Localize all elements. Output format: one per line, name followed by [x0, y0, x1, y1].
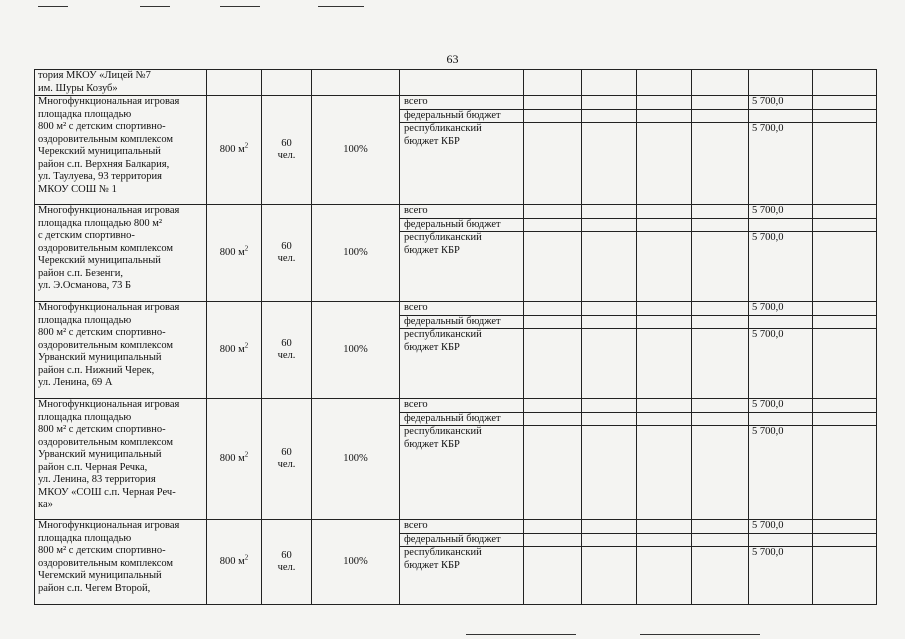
table-cell — [692, 96, 749, 110]
table-cell — [582, 218, 637, 232]
fund-source-cell: федеральный бюджет — [400, 218, 524, 232]
fund-source-cell: всего — [400, 520, 524, 534]
table-cell — [582, 205, 637, 219]
table-cell — [582, 123, 637, 205]
area-value: 800 м — [219, 452, 245, 464]
percent-cell: 100% — [312, 205, 400, 302]
table-cell — [524, 232, 582, 302]
table-cell — [692, 315, 749, 329]
table-cell — [813, 520, 877, 534]
table-cell — [637, 315, 692, 329]
scan-mark — [220, 6, 260, 7]
area-unit-exponent: 2 — [244, 341, 249, 350]
table-cell — [813, 315, 877, 329]
amount-cell: 5 700,0 — [749, 302, 813, 316]
table-cell — [582, 302, 637, 316]
table-cell — [524, 96, 582, 110]
table-cell — [637, 205, 692, 219]
table-cell — [813, 232, 877, 302]
table-cell — [637, 329, 692, 399]
percent-cell: 100% — [312, 399, 400, 520]
table-cell — [692, 426, 749, 520]
table-cell — [813, 70, 877, 96]
description-cell: Многофункциональная игровая площадка площадью 800 м² с детским спортивно- оздоровительным комплексом Урванский муниципальный район с.п. Нижний Черек, ул. Ленина, 69 А — [35, 302, 207, 399]
fund-source-cell: республиканский бюджет КБР — [400, 426, 524, 520]
table-cell — [692, 70, 749, 96]
table-cell — [582, 399, 637, 413]
description-cell: Многофункциональная игровая площадка площадью 800 м² с детским спортивно- оздоровительным комплексом Урванский муниципальный район с.п. Черная Речка, ул. Ленина, 83 территория МКОУ «СОШ с.п. Черная Реч- ка» — [35, 399, 207, 520]
table-cell — [813, 426, 877, 520]
table-cell — [312, 70, 400, 96]
table-cell — [582, 329, 637, 399]
table-cell — [582, 547, 637, 605]
capacity-cell: 60 чел. — [262, 520, 312, 605]
table-cell — [637, 399, 692, 413]
scan-mark — [318, 6, 364, 7]
capacity-cell: 60 чел. — [262, 205, 312, 302]
table-cell — [749, 70, 813, 96]
table-cell — [637, 412, 692, 426]
area-value: 800 м — [219, 143, 245, 155]
table-cell — [637, 533, 692, 547]
area-value: 800 м — [219, 246, 245, 258]
table-cell — [813, 123, 877, 205]
fund-source-cell: всего — [400, 399, 524, 413]
table-cell — [524, 412, 582, 426]
table-cell — [692, 109, 749, 123]
fund-source-cell: федеральный бюджет — [400, 533, 524, 547]
table-cell — [692, 123, 749, 205]
table-row-continuation — [35, 70, 877, 96]
table-cell — [582, 533, 637, 547]
table-cell — [813, 218, 877, 232]
table-cell — [692, 533, 749, 547]
fund-source-cell: республиканский бюджет КБР — [400, 232, 524, 302]
table-row — [35, 96, 877, 110]
table-row — [35, 399, 877, 413]
table-cell — [637, 520, 692, 534]
table-cell — [692, 302, 749, 316]
table-cell — [524, 109, 582, 123]
table-cell — [813, 547, 877, 605]
table-cell — [637, 70, 692, 96]
amount-cell: 5 700,0 — [749, 123, 813, 205]
table-cell — [524, 533, 582, 547]
fund-source-cell: республиканский бюджет КБР — [400, 329, 524, 399]
table-cell — [637, 302, 692, 316]
area-cell — [207, 520, 262, 605]
table-cell — [692, 205, 749, 219]
amount-cell: 5 700,0 — [749, 329, 813, 399]
capacity-cell: 60 чел. — [262, 399, 312, 520]
table-cell — [524, 547, 582, 605]
fund-source-cell: всего — [400, 302, 524, 316]
amount-cell: 5 700,0 — [749, 426, 813, 520]
table-cell — [637, 232, 692, 302]
table-cell — [524, 302, 582, 316]
area-unit-exponent: 2 — [244, 450, 249, 459]
table-cell — [582, 96, 637, 110]
fund-source-cell: всего — [400, 96, 524, 110]
table-cell — [813, 533, 877, 547]
table-cell — [637, 96, 692, 110]
table-cell — [813, 399, 877, 413]
area-unit-exponent: 2 — [244, 244, 249, 253]
table-cell — [582, 315, 637, 329]
scan-mark — [140, 6, 170, 7]
scan-mark — [38, 6, 68, 7]
table-cell — [207, 70, 262, 96]
table-cell — [262, 70, 312, 96]
table-cell — [637, 218, 692, 232]
table-cell — [637, 123, 692, 205]
percent-cell: 100% — [312, 302, 400, 399]
capacity-cell: 60 чел. — [262, 302, 312, 399]
scan-mark — [466, 634, 576, 635]
description-cell: тория МКОУ «Лицей №7 им. Шуры Козуб» — [35, 70, 207, 96]
table-cell — [813, 329, 877, 399]
area-cell — [207, 399, 262, 520]
description-cell: Многофункциональная игровая площадка площадью 800 м² с детским спортивно- оздоровительным комплексом Черекский муниципальный район с.п. Верхняя Балкария, ул. Таулуева, 93 территория МКОУ СОШ № 1 — [35, 96, 207, 205]
table-cell — [582, 232, 637, 302]
table-cell — [582, 109, 637, 123]
table-cell — [637, 426, 692, 520]
table-cell — [637, 547, 692, 605]
page-number: 63 — [446, 52, 459, 66]
amount-cell — [749, 218, 813, 232]
table-cell — [692, 547, 749, 605]
table-body — [35, 70, 877, 605]
table-cell — [524, 123, 582, 205]
amount-cell: 5 700,0 — [749, 520, 813, 534]
table-row — [35, 520, 877, 534]
amount-cell: 5 700,0 — [749, 205, 813, 219]
percent-cell: 100% — [312, 96, 400, 205]
table-cell — [692, 399, 749, 413]
table-cell — [692, 329, 749, 399]
amount-cell: 5 700,0 — [749, 399, 813, 413]
table-cell — [813, 109, 877, 123]
fund-source-cell: всего — [400, 205, 524, 219]
table-cell — [582, 426, 637, 520]
table-cell — [582, 412, 637, 426]
amount-cell: 5 700,0 — [749, 232, 813, 302]
area-cell — [207, 96, 262, 205]
table-cell — [524, 70, 582, 96]
table-row — [35, 205, 877, 219]
table-cell — [582, 70, 637, 96]
amount-cell — [749, 109, 813, 123]
table-cell — [692, 412, 749, 426]
funding-table — [34, 69, 877, 605]
table-cell — [813, 205, 877, 219]
table-cell — [524, 205, 582, 219]
table-cell — [524, 329, 582, 399]
area-value: 800 м — [219, 343, 245, 355]
amount-cell — [749, 533, 813, 547]
amount-cell — [749, 315, 813, 329]
capacity-cell: 60 чел. — [262, 96, 312, 205]
table-cell — [524, 520, 582, 534]
description-cell: Многофункциональная игровая площадка площадью 800 м² с детским спортивно- оздоровительным комплексом Чегемский муниципальный район с.п. Чегем Второй, — [35, 520, 207, 605]
table-cell — [524, 399, 582, 413]
table-cell — [813, 96, 877, 110]
fund-source-cell: республиканский бюджет КБР — [400, 123, 524, 205]
table-cell — [813, 412, 877, 426]
fund-source-cell: федеральный бюджет — [400, 412, 524, 426]
area-unit-exponent: 2 — [244, 553, 249, 562]
amount-cell: 5 700,0 — [749, 96, 813, 110]
table-cell — [524, 426, 582, 520]
percent-cell: 100% — [312, 520, 400, 605]
table-cell — [524, 218, 582, 232]
description-cell: Многофункциональная игровая площадка площадью 800 м² с детским спортивно- оздоровительным комплексом Черекский муниципальный район с.п. Безенги, ул. Э.Османова, 73 Б — [35, 205, 207, 302]
fund-source-cell: федеральный бюджет — [400, 109, 524, 123]
fund-source-cell: республиканский бюджет КБР — [400, 547, 524, 605]
fund-source-cell: федеральный бюджет — [400, 315, 524, 329]
table-cell — [692, 520, 749, 534]
table-cell — [582, 520, 637, 534]
table-cell — [692, 218, 749, 232]
amount-cell: 5 700,0 — [749, 547, 813, 605]
table-row — [35, 302, 877, 316]
area-cell — [207, 302, 262, 399]
amount-cell — [749, 412, 813, 426]
area-unit-exponent: 2 — [244, 141, 249, 150]
table-cell — [637, 109, 692, 123]
table-cell — [400, 70, 524, 96]
area-cell — [207, 205, 262, 302]
scan-mark — [640, 634, 760, 635]
table-cell — [692, 232, 749, 302]
table-cell — [524, 315, 582, 329]
area-value: 800 м — [219, 555, 245, 567]
table-cell — [813, 302, 877, 316]
